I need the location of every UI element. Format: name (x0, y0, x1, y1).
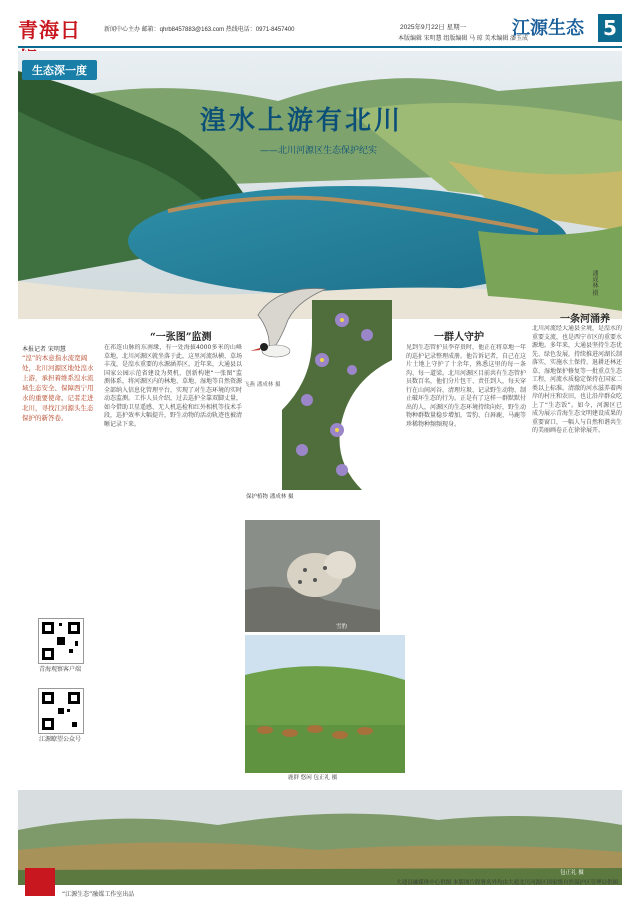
section-title-monitoring: “一张图”监测 (150, 332, 212, 343)
column-tag: 生态深一度 (22, 60, 97, 80)
deer-herd-photo (245, 635, 405, 773)
snow-leopard-caption: 雪豹 (336, 624, 348, 630)
editors-line: 本版编辑 宋明慧 组版编辑 马 琼 美术编辑 潘玉成 (398, 36, 529, 42)
main-headline: 湟水上游有北川 (200, 106, 404, 136)
qr-code-wechat[interactable] (38, 688, 84, 734)
page-number: 5 (598, 14, 622, 42)
section-body-river: 北川河流经大通县全境，是湟水的重要支流，也是西宁市区的重要水源地。多年来，大通县坚持生态优先、绿色发展，持续推进河湖长制落实，实施水土保持、退耕还林还草、湿地保护修复等一批重点生态工程，河流水质稳定保持在国家二类以上标准。清澈的河水滋养着两岸的村庄和农田，也让沿岸群众吃上了“生态饭”。如今，河源区已成为展示青海生态文明建设成果的重要窗口，一幅人与自然和谐共生的美丽画卷正在徐徐展开。 (532, 325, 622, 434)
issue-date: 2025年9月22日 星期一 (400, 24, 467, 31)
bird-caption: 飞燕 潘成林 摄 (244, 382, 281, 388)
header-info: 新闻中心主办 邮箱：qhrb8457883@163.com 热线电话：0971-8457400 (104, 27, 295, 33)
section-body-monitoring: 在祁连山脉的东南缘，有一处海拔4000多米的山峰草地，北川河源区就坐落于此。这里河流纵横、草场丰茂，是湟水重要的水源涵养区。近年来，大通县以国家公园示范省建设为契机，创新构建“一张图”监测体系，将河源区内的林地、草地、湿地等自然资源全部纳入信息化管理平台，实现了对生态环境的实时动态监测。工作人员介绍，过去巡护全靠双脚丈量，如今借助卫星遥感、无人机巡检和红外相机等技术手段，巡护效率大幅提升，野生动物的活动轨迹也被清晰记录下来。 (104, 344, 242, 428)
subheadline: ——北川河源区生态保护纪实 (260, 146, 378, 156)
footer-right-caption: 大通县融媒体中心供图 本版图片除署名外均由大通北川河源区国家级自然保护区管理局供图 (396, 880, 618, 886)
qr-label-wechat: 江源瞭望公众号 (38, 736, 81, 743)
section-title: 江源生态 (512, 18, 584, 39)
byline: 本报记者 宋明慧 (22, 346, 66, 353)
section-title-guardians: 一群人守护 (434, 332, 484, 343)
qr-code-client[interactable] (38, 618, 84, 664)
snow-leopard-photo (245, 520, 380, 632)
footer-photo-credit: 包正礼 摄 (560, 870, 584, 876)
footer-left-caption: “江源生态”融媒工作室出品 (62, 891, 135, 898)
banner-photo-credit: 潘成林 摄 (591, 270, 598, 296)
banner-photo (18, 51, 622, 319)
masthead-logo: 青海日 (18, 18, 81, 42)
studio-logo (25, 868, 55, 896)
qr-label-client: 青海观察客户端 (38, 666, 81, 673)
header-rule (18, 46, 622, 48)
editor-note: “湟”的本意指水流宽阔处，北川河源区地处湟水上游，承担着维系湟水流域生态安全、保障西宁用水的重要使命。记者走进北川，寻找江河源头生态保护的新答卷。 (22, 354, 94, 422)
footer-landscape-photo (18, 790, 622, 885)
bird-photo (248, 285, 328, 375)
flower-caption: 保护植物 潘成林 摄 (246, 494, 294, 500)
section-body-guardians: 见到生态管护员李存贵时，他正在将草地一年的巡护记录整理成册。他告诉记者，自己在这片土地上守护了十余年，熟悉这里的每一条沟、每一道梁。北川河源区目前共有生态管护员数百名，他们分片包干、责任到人，每天穿行在山间河谷，清理垃圾、记录野生动物、制止破坏生态的行为。正是有了这样一群默默付出的人，河源区的生态环境持续向好，野生动物种群数量稳步增加，雪豹、白唇鹿、马鹿等珍稀物种频频现身。 (406, 344, 526, 428)
deer-caption: 鹿群 悠闲 包正礼 摄 (288, 775, 338, 781)
section-title-river: 一条河涌养 (560, 314, 610, 325)
